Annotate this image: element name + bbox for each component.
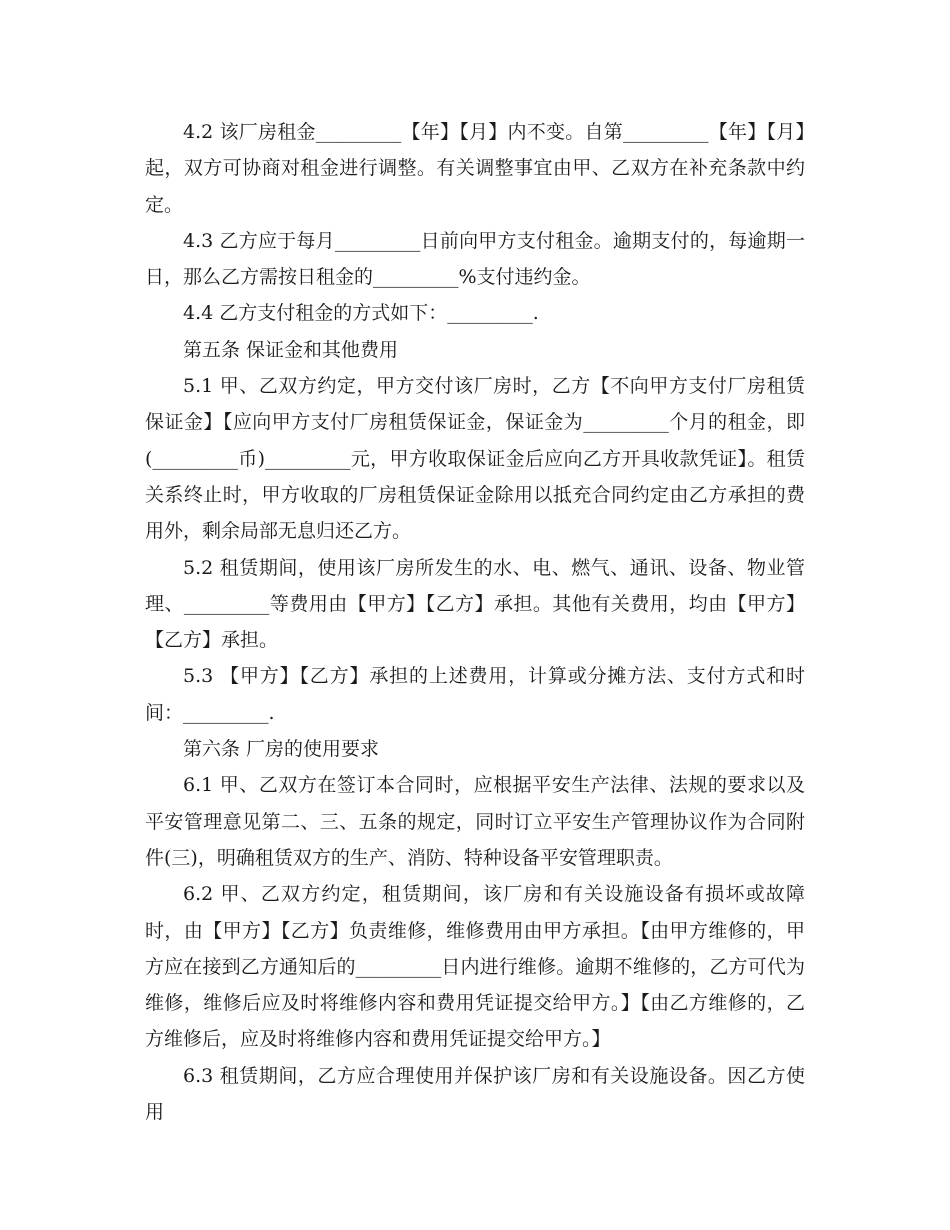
clause-4-2: 4.2 该厂房租金_________【年】【月】内不变。自第_________【年】【月】起，双方可协商对租金进行调整。有关调整事宜由甲、乙双方在补充条款中约定。 xyxy=(145,121,805,216)
clause-6-1: 6.1 甲、乙双方在签订本合同时，应根据平安生产法律、法规的要求以及平安管理意见第二、三、五条的规定，同时订立平安生产管理协议作为合同附件(三)，明确租赁双方的生产、消防、特种设备平安管理职责。 xyxy=(145,774,805,869)
clause-5-1: 5.1 甲、乙双方约定，甲方交付该厂房时，乙方【不向甲方支付厂房租赁保证金】【应向甲方支付厂房租赁保证金，保证金为_________个月的租金，即(_________币)_________元，甲方收取保证金后应向乙方开具收款凭证】。租赁关系终止时，甲方收取的厂房租赁保证金除用以抵充合同约定由乙方承担的费用外，剩余局部无息归还乙方。 xyxy=(145,375,805,543)
article-5-heading: 第五条 保证金和其他费用 xyxy=(183,338,399,361)
clause-4-4: 4.4 乙方支付租金的方式如下：_________. xyxy=(183,302,539,325)
clause-5-2: 5.2 租赁期间，使用该厂房所发生的水、电、燃气、通讯、设备、物业管理、_________等费用由【甲方】【乙方】承担。其他有关费用，均由【甲方】【乙方】承担。 xyxy=(145,556,805,652)
document-body xyxy=(145,114,805,1130)
clause-6-2: 6.2 甲、乙双方约定，租赁期间，该厂房和有关设施设备有损坏或故障时，由【甲方】【乙方】负责维修，维修费用由甲方承担。【由甲方维修的，甲方应在接到乙方通知后的_________日内进行维修。逾期不维修的，乙方可代为维修，维修后应及时将维修内容和费用凭证提交给甲方。】【由乙方维修的，乙方维修后，应及时将维修内容和费用凭证提交给甲方。】 xyxy=(145,883,805,1051)
clause-6-3: 6.3 租赁期间，乙方应合理使用并保护该厂房和有关设施设备。因乙方使用 xyxy=(145,1064,805,1124)
clause-4-3: 4.3 乙方应于每月_________日前向甲方支付租金。逾期支付的，每逾期一日，那么乙方需按日租金的_________%支付违约金。 xyxy=(145,229,805,289)
article-6-heading: 第六条 厂房的使用要求 xyxy=(183,738,380,761)
clause-5-3: 5.3 【甲方】【乙方】承担的上述费用，计算或分摊方法、支付方式和时间：_________. xyxy=(145,665,805,724)
